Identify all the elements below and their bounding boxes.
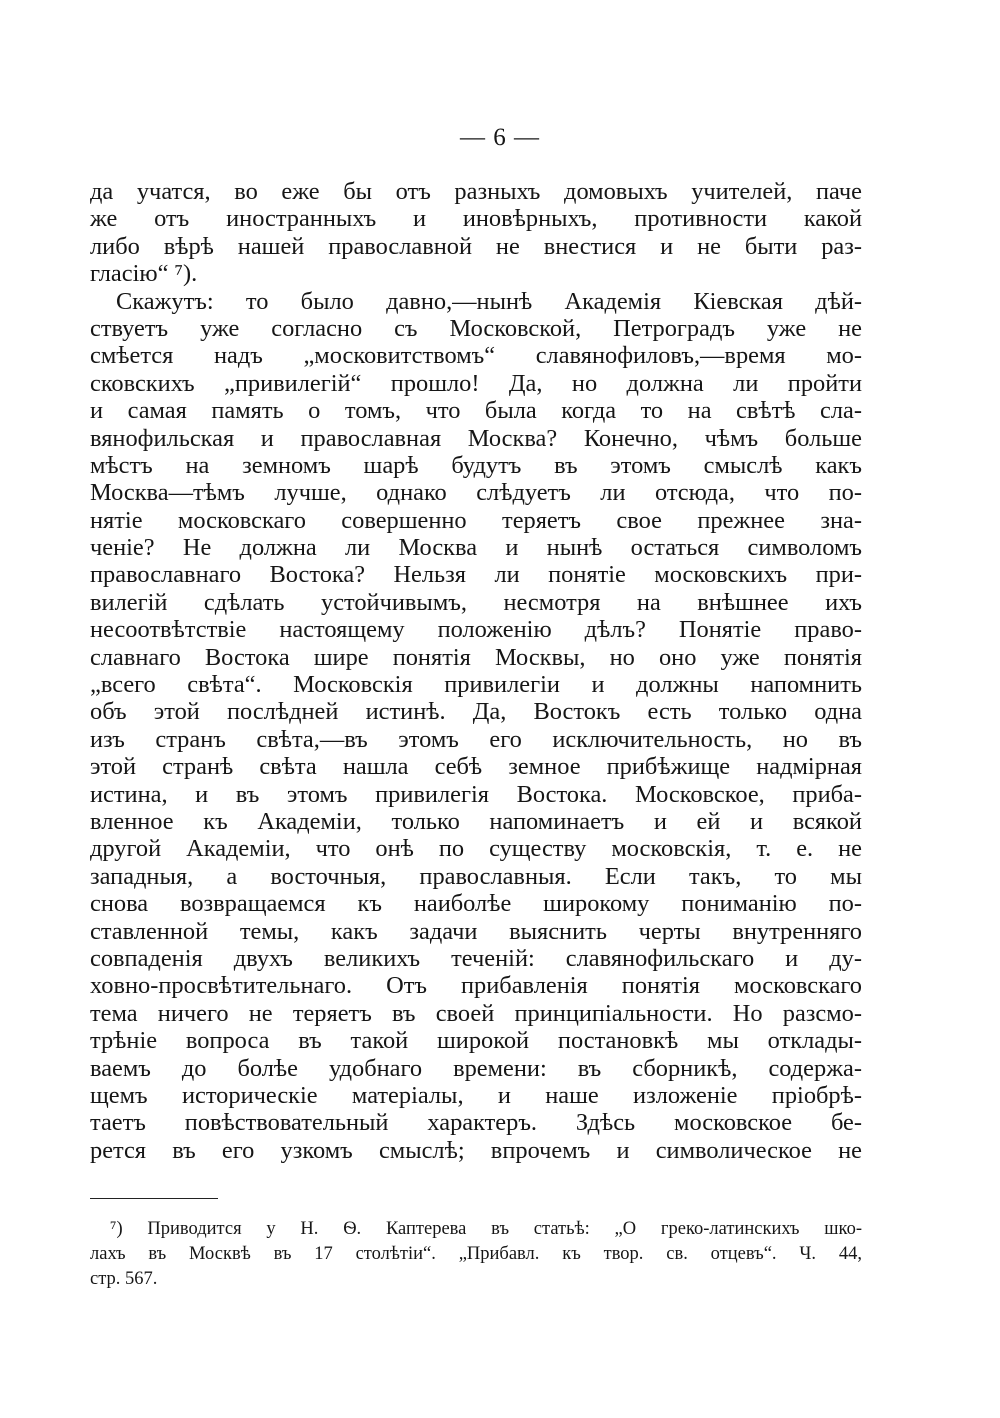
- text-line: трѣніе вопроса въ такой широкой постановкѣ мы отклады-: [90, 1027, 862, 1055]
- text-line: ставленной темы, какъ задачи выяснить черты внутренняго: [90, 917, 862, 945]
- footnotes: [90, 1217, 862, 1292]
- text-line: таетъ повѣствовательный характеръ. Здѣсь московское бе-: [90, 1109, 862, 1137]
- text-line: ваемъ до болѣе удобнаго времени: въ сборникѣ, содержа-: [90, 1054, 862, 1082]
- text-line: Москва—тѣмъ лучше, однако слѣдуетъ ли отсюда, что по-: [90, 479, 862, 507]
- footnote-line: ⁷) Приводится у Н. Ѳ. Каптерева въ статьѣ: „О греко-латинскихъ шко-: [110, 1219, 862, 1239]
- text-line: западныя, а восточныя, православныя. Если такъ, то мы: [90, 862, 862, 890]
- body-text: [90, 178, 862, 1164]
- text-line: вленное къ Академіи, только напоминаетъ и ей и всякой: [90, 807, 862, 835]
- text-line: этой странѣ свѣта нашла себѣ земное прибѣжище надмірная: [90, 753, 862, 781]
- text-line: совпаденія двухъ великихъ теченій: славянофильскаго и ду-: [90, 944, 862, 972]
- text-line: тема ничего не теряетъ въ своей принципіальности. Но разсмо-: [90, 999, 862, 1027]
- text-line: сковскихъ „привилегій“ прошло! Да, но должна ли пройти: [90, 369, 862, 397]
- footnote-line: стр. 567.: [90, 1269, 158, 1289]
- text-line: другой Академіи, что онѣ по существу московскія, т. е. не: [90, 835, 862, 863]
- text-line: Скажутъ: то было давно,—нынѣ Академія Кіевская дѣй-: [116, 287, 862, 315]
- text-line: славнаго Востока шире понятія Москвы, но оно уже понятія: [90, 643, 862, 671]
- footnote-divider: [90, 1198, 218, 1199]
- text-line: смѣется надъ „московитствомъ“ славянофиловъ,—время мо-: [90, 342, 862, 370]
- text-line: да учатся, во еже бы отъ разныхъ домовыхъ учителей, паче: [90, 178, 862, 205]
- text-line: ствуетъ уже согласно съ Московской, Петроградъ уже не: [90, 314, 862, 342]
- text-line: православнаго Востока? Нельзя ли понятіе московскихъ при-: [90, 561, 862, 589]
- text-line: щемъ историческіе матеріалы, и наше изложеніе пріобрѣ-: [90, 1081, 862, 1109]
- text-line: гласію“ ⁷).: [90, 260, 198, 288]
- text-line: рется въ его узкомъ смыслѣ; впрочемъ и символическое не: [90, 1136, 862, 1164]
- text-line: вянофильская и православная Москва? Конечно, чѣмъ больше: [90, 424, 862, 452]
- text-line: ховно-просвѣтительнаго. Отъ прибавленія понятія московскаго: [90, 972, 862, 1000]
- text-line: несоотвѣтствіе настоящему положенію дѣлъ? Понятіе право-: [90, 616, 862, 644]
- page-number: — 6 —: [460, 124, 540, 151]
- footnote-line: лахъ въ Москвѣ въ 17 столѣтіи“. „Прибавл. къ твор. св. отцевъ“. Ч. 44,: [90, 1244, 862, 1264]
- text-line: либо вѣрѣ нашей православной не внестися и не быти раз-: [90, 232, 862, 260]
- text-line: ченіе? Не должна ли Москва и нынѣ остаться символомъ: [90, 534, 862, 562]
- text-line: мѣстъ на земномъ шарѣ будутъ въ этомъ смыслѣ какъ: [90, 451, 862, 479]
- text-line: снова возвращаемся къ наиболѣе широкому пониманію по-: [90, 890, 862, 918]
- text-line: и самая память о томъ, что была когда то на свѣтѣ сла-: [90, 397, 862, 425]
- text-line: объ этой послѣдней истинѣ. Да, Востокъ есть только одна: [90, 698, 862, 726]
- text-line: „всего свѣта“. Московскія привилегіи и должны напомнить: [90, 671, 862, 699]
- text-line: вилегій сдѣлать устойчивымъ, несмотря на внѣшнее ихъ: [90, 588, 862, 616]
- text-line: изъ странъ свѣта,—въ этомъ его исключительность, но въ: [90, 725, 862, 753]
- text-line: истина, и въ этомъ привилегія Востока. Московское, приба-: [90, 780, 862, 808]
- text-line: нятіе московскаго совершенно теряетъ свое прежнее зна-: [90, 506, 862, 534]
- text-line: же отъ иностранныхъ и иновѣрныхъ, противности какой: [90, 205, 862, 233]
